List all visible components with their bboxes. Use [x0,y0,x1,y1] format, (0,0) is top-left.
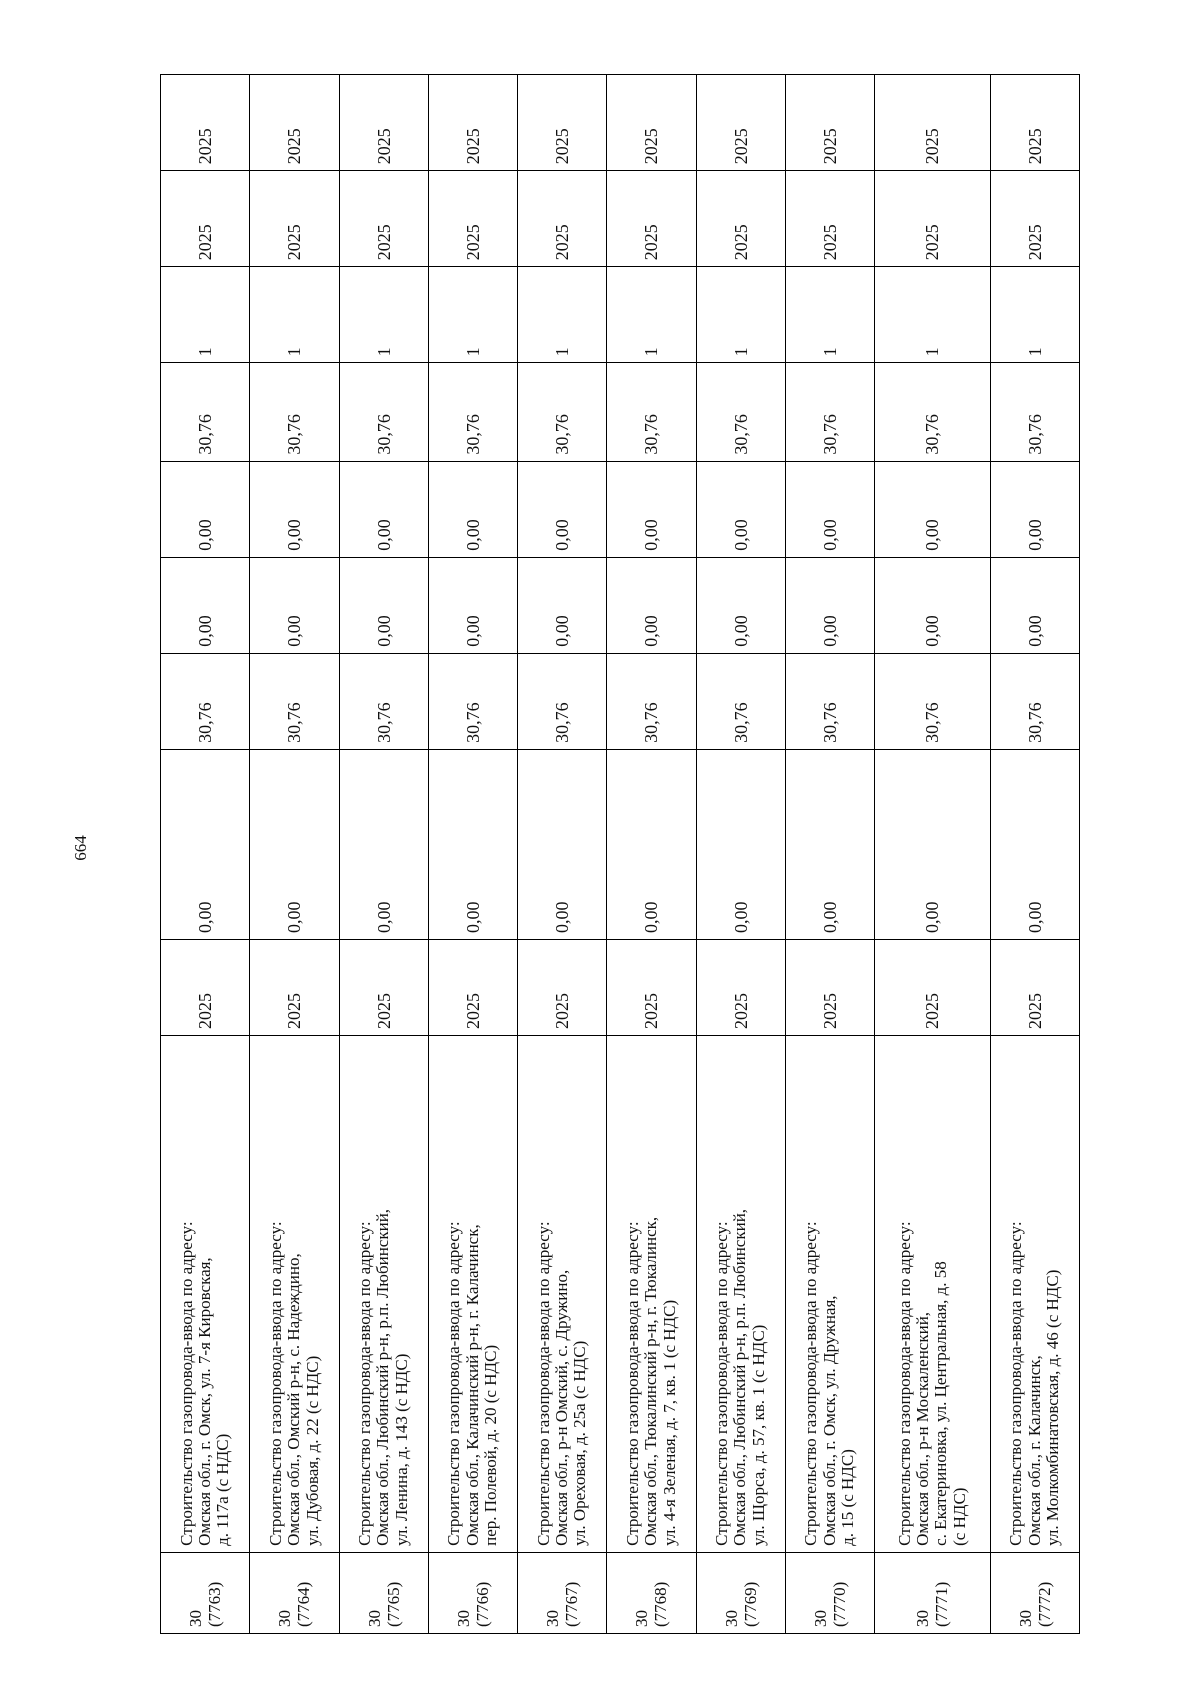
value-cell: 30,76 [785,653,874,749]
value-cell: 30,76 [518,363,607,461]
table-row [518,75,607,1634]
value-cell: 30,76 [875,653,991,749]
value-cell: 0,00 [990,557,1079,653]
table-row [250,75,339,1634]
object-description: Строительство газопровода-ввода по адресу: Омская обл., Тюкалинский р-н, г. Тюкалинск, ул. 4-я Зеленая, д. 7, кв. 1 (с НДС) [607,1036,696,1553]
quantity-cell: 1 [990,267,1079,363]
value-cell: 0,00 [696,461,785,557]
row-id: 30 (7769) [696,1552,785,1633]
year-cell: 2025 [339,171,428,267]
row-id: 30 (7766) [428,1552,517,1633]
year-cell: 2025 [607,75,696,171]
year-cell: 2025 [518,171,607,267]
investment-table [160,74,1080,1634]
row-id: 30 (7771) [875,1552,991,1633]
value-cell: 30,76 [339,363,428,461]
page-number: 664 [71,835,90,861]
value-cell: 30,76 [161,363,250,461]
year-cell: 2025 [518,939,607,1035]
row-id: 30 (7764) [250,1552,339,1633]
value-cell: 30,76 [161,653,250,749]
year-cell: 2025 [161,939,250,1035]
value-cell: 0,00 [161,557,250,653]
value-cell: 0,00 [785,557,874,653]
quantity-cell: 1 [696,267,785,363]
value-cell: 0,00 [250,461,339,557]
year-cell: 2025 [696,171,785,267]
year-cell: 2025 [518,75,607,171]
object-description: Строительство газопровода-ввода по адресу: Омская обл., Любинский р-н, р.п. Любинский, ул. Щорса, д. 57, кв. 1 (с НДС) [696,1036,785,1553]
row-id: 30 (7772) [990,1552,1079,1633]
value-cell: 0,00 [607,749,696,939]
year-cell: 2025 [990,75,1079,171]
object-description: Строительство газопровода-ввода по адресу: Омская обл., Калачинский р-н, г. Калачинск, пер. Полевой, д. 20 (с НДС) [428,1036,517,1553]
value-cell: 0,00 [518,461,607,557]
table-row [161,75,250,1634]
year-cell: 2025 [696,939,785,1035]
year-cell: 2025 [696,75,785,171]
value-cell: 0,00 [607,461,696,557]
value-cell: 0,00 [785,749,874,939]
row-id: 30 (7770) [785,1552,874,1633]
table-row [339,75,428,1634]
table-row [428,75,517,1634]
year-cell: 2025 [785,171,874,267]
value-cell: 0,00 [428,749,517,939]
object-description: Строительство газопровода-ввода по адресу: Омская обл., Любинский р-н, р.п. Любинский, ул. Ленина, д. 143 (с НДС) [339,1036,428,1553]
value-cell: 30,76 [518,653,607,749]
value-cell: 0,00 [696,749,785,939]
year-cell: 2025 [785,75,874,171]
quantity-cell: 1 [785,267,874,363]
object-description: Строительство газопровода-ввода по адресу: Омская обл., р-н Москаленский, с. Екатериновка, ул. Центральная, д. 58 (с НДС) [875,1036,991,1553]
table-row [875,75,991,1634]
year-cell: 2025 [875,171,991,267]
value-cell: 0,00 [250,749,339,939]
value-cell: 30,76 [696,363,785,461]
year-cell: 2025 [428,939,517,1035]
table-container [160,74,1080,1634]
year-cell: 2025 [339,939,428,1035]
value-cell: 30,76 [990,653,1079,749]
year-cell: 2025 [607,939,696,1035]
year-cell: 2025 [785,939,874,1035]
value-cell: 30,76 [875,363,991,461]
table-row [696,75,785,1634]
value-cell: 0,00 [990,461,1079,557]
value-cell: 30,76 [990,363,1079,461]
year-cell: 2025 [161,171,250,267]
value-cell: 0,00 [518,749,607,939]
value-cell: 0,00 [161,461,250,557]
year-cell: 2025 [250,171,339,267]
year-cell: 2025 [607,171,696,267]
year-cell: 2025 [339,75,428,171]
value-cell: 0,00 [990,749,1079,939]
value-cell: 30,76 [607,653,696,749]
quantity-cell: 1 [607,267,696,363]
quantity-cell: 1 [339,267,428,363]
row-id: 30 (7765) [339,1552,428,1633]
value-cell: 0,00 [428,557,517,653]
value-cell: 0,00 [339,557,428,653]
row-id: 30 (7763) [161,1552,250,1633]
value-cell: 30,76 [428,653,517,749]
object-description: Строительство газопровода-ввода по адресу: Омская обл., г. Омск, ул. Дружная, д. 15 (с НДС) [785,1036,874,1553]
value-cell: 0,00 [696,557,785,653]
table-row [785,75,874,1634]
value-cell: 30,76 [339,653,428,749]
quantity-cell: 1 [875,267,991,363]
value-cell: 0,00 [161,749,250,939]
table-row [607,75,696,1634]
value-cell: 0,00 [339,461,428,557]
quantity-cell: 1 [250,267,339,363]
value-cell: 0,00 [875,749,991,939]
value-cell: 0,00 [518,557,607,653]
year-cell: 2025 [250,75,339,171]
quantity-cell: 1 [428,267,517,363]
value-cell: 0,00 [428,461,517,557]
row-id: 30 (7767) [518,1552,607,1633]
value-cell: 0,00 [607,557,696,653]
table-row [990,75,1079,1634]
year-cell: 2025 [875,939,991,1035]
object-description: Строительство газопровода-ввода по адресу: Омская обл., г. Омск, ул. 7-я Кировская, д. 117а (с НДС) [161,1036,250,1553]
table-body [161,75,1080,1634]
object-description: Строительство газопровода-ввода по адресу: Омская обл., г. Калачинск, ул. Молкомбинатовская, д. 46 (с НДС) [990,1036,1079,1553]
value-cell: 30,76 [250,363,339,461]
row-id: 30 (7768) [607,1552,696,1633]
value-cell: 0,00 [339,749,428,939]
value-cell: 30,76 [250,653,339,749]
value-cell: 0,00 [250,557,339,653]
year-cell: 2025 [161,75,250,171]
object-description: Строительство газопровода-ввода по адресу: Омская обл., р-н Омский, с. Дружино, ул. Ореховая, д. 25а (с НДС) [518,1036,607,1553]
quantity-cell: 1 [161,267,250,363]
value-cell: 30,76 [428,363,517,461]
year-cell: 2025 [428,171,517,267]
quantity-cell: 1 [518,267,607,363]
year-cell: 2025 [428,75,517,171]
value-cell: 0,00 [785,461,874,557]
object-description: Строительство газопровода-ввода по адресу: Омская обл., Омский р-н, с. Надеждино, ул. Дубовая, д. 22 (с НДС) [250,1036,339,1553]
year-cell: 2025 [990,939,1079,1035]
value-cell: 30,76 [607,363,696,461]
year-cell: 2025 [990,171,1079,267]
year-cell: 2025 [250,939,339,1035]
value-cell: 0,00 [875,461,991,557]
value-cell: 30,76 [785,363,874,461]
year-cell: 2025 [875,75,991,171]
value-cell: 30,76 [696,653,785,749]
value-cell: 0,00 [875,557,991,653]
